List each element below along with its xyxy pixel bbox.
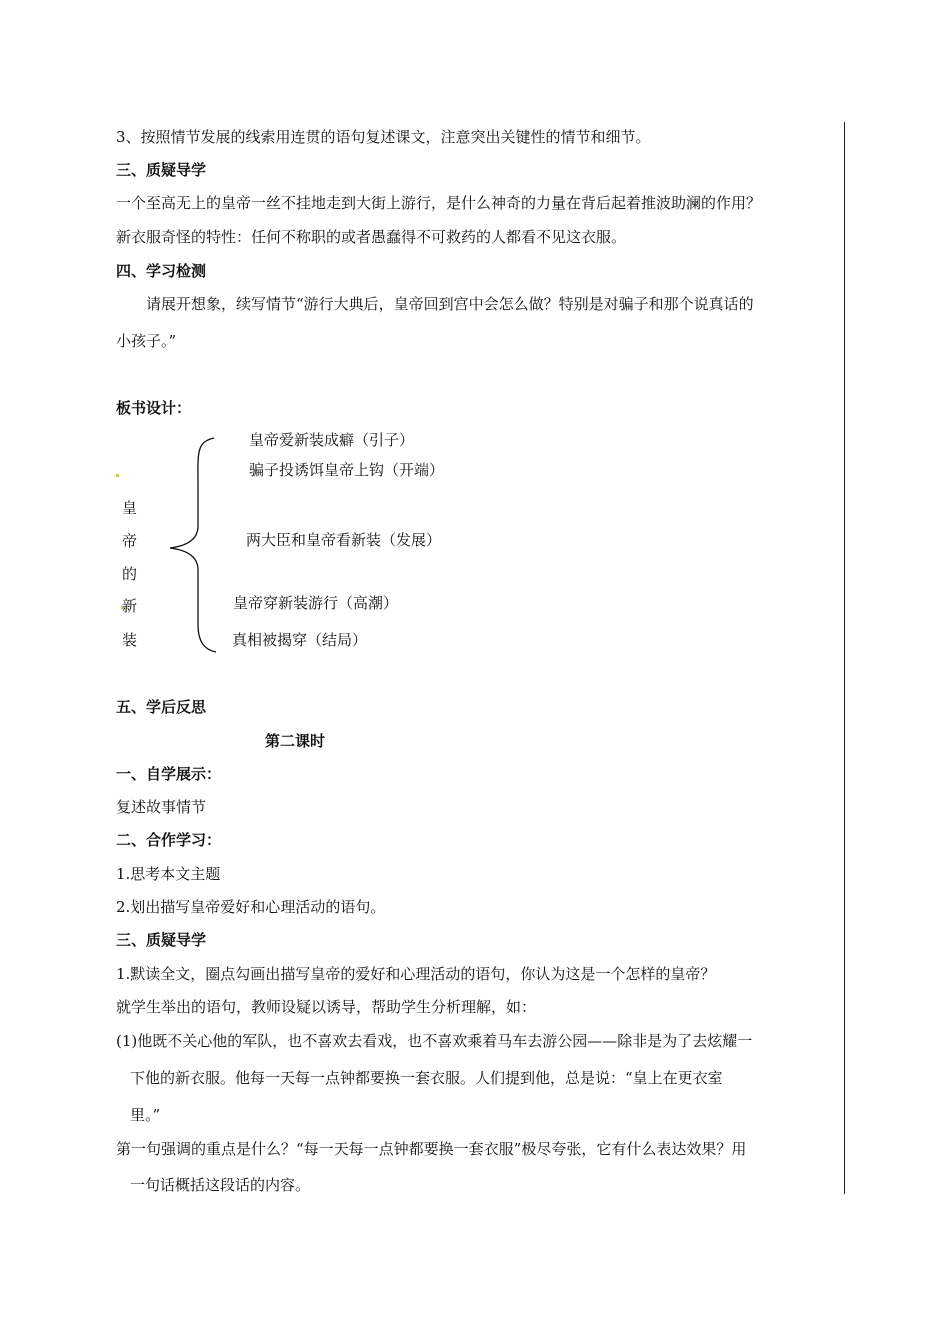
curly-brace-icon <box>166 434 226 656</box>
section-heading: 四、学习检测 <box>116 262 207 280</box>
text-line: 第一句强调的重点是什么？“每一天每一点钟都要换一套衣服”极尽夸张，它有什么表达效果？用 <box>116 1140 747 1158</box>
page-right-border <box>844 122 845 1194</box>
section-heading: 一、自学展示： <box>116 765 222 783</box>
vertical-title-char: 帝 <box>122 532 138 550</box>
text-line: 新衣服奇怪的特性：任何不称职的或者愚蠢得不可救药的人都看不见这衣服。 <box>116 228 627 246</box>
board-design-heading: 板书设计： <box>116 399 192 417</box>
text-line: 复述故事情节 <box>116 798 207 816</box>
text-line: 1.思考本文主题 <box>116 865 221 883</box>
lesson-title: 第二课时 <box>265 732 326 750</box>
board-branch: 两大臣和皇帝看新装（发展） <box>246 531 442 549</box>
board-branch: 皇帝爱新装成癖（引子） <box>249 431 415 449</box>
section-heading: 五、学后反思 <box>116 698 207 716</box>
text-line: 就学生举出的语句，教师设疑以诱导，帮助学生分析理解，如： <box>116 998 537 1016</box>
vertical-title-char: 的 <box>122 565 138 583</box>
text-line: 一句话概括这段话的内容。 <box>130 1176 311 1194</box>
speck <box>116 474 119 477</box>
text-line: 一个至高无上的皇帝一丝不挂地走到大街上游行，是什么神奇的力量在背后起着推波助澜的作用？ <box>116 194 762 212</box>
section-heading: 二、合作学习： <box>116 831 222 849</box>
vertical-title-char: 皇 <box>122 499 138 517</box>
board-branch: 真相被揭穿（结局） <box>232 631 368 649</box>
section-heading: 三、质疑导学 <box>116 931 207 949</box>
section-heading: 三、质疑导学 <box>116 161 207 179</box>
board-branch: 皇帝穿新装游行（高潮） <box>233 594 399 612</box>
text-line: 里。” <box>130 1106 161 1124</box>
text-line: 下他的新衣服。他每一天每一点钟都要换一套衣服。人们提到他，总是说：“皇上在更衣室 <box>130 1069 723 1087</box>
text-line: 1.默读全文，圈点勾画出描写皇帝的爱好和心理活动的语句，你认为这是一个怎样的皇帝？ <box>116 965 716 983</box>
blackboard-design <box>116 428 616 658</box>
text-line: 小孩子。” <box>116 332 177 350</box>
text-line: 请展开想象，续写情节“游行大典后，皇帝回到宫中会怎么做？特别是对骗子和那个说真话的 <box>146 295 754 313</box>
text-line: 2.划出描写皇帝爱好和心理活动的语句。 <box>116 898 386 916</box>
vertical-title-char: 装 <box>122 631 138 649</box>
board-branch: 骗子投诱饵皇帝上钩（开端） <box>249 461 445 479</box>
vertical-title-char: 新 <box>122 597 138 615</box>
text-line: (1)他既不关心他的军队，也不喜欢去看戏，也不喜欢乘着马车去游公园——除非是为了去炫耀一 <box>116 1032 753 1050</box>
text-line: 3、按照情节发展的线索用连贯的语句复述课文，注意突出关键性的情节和细节。 <box>116 128 651 146</box>
